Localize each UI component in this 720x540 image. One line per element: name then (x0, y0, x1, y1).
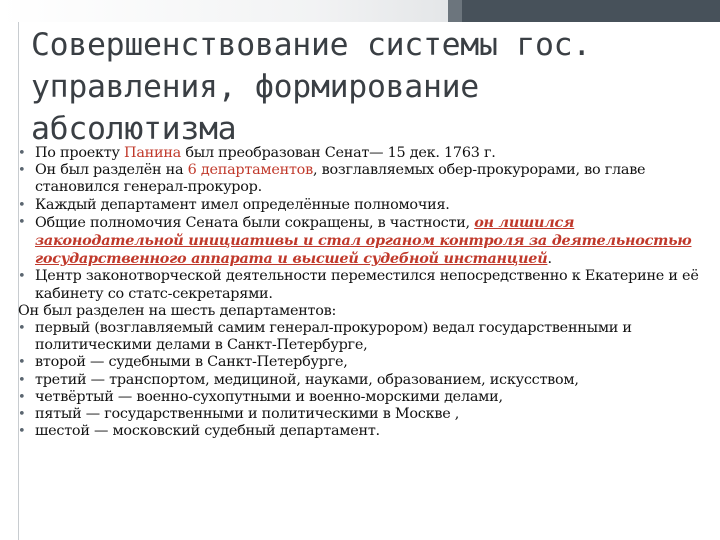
bullet-icon: • (18, 389, 26, 405)
slide-title: Совершенствование системы гос. управления, формирование абсолютизма (31, 27, 591, 147)
bullet-icon: • (18, 163, 26, 179)
bullet-icon: • (18, 214, 26, 230)
highlighted-text: он лишился законодательной инициативы и стал органом контроля за деятельностью государственного аппарата и высшей судебной инстанцией (35, 213, 692, 268)
bullet-text: Каждый департамент имел определённые полномочия. (35, 196, 450, 213)
list-item (12, 145, 708, 162)
bullet-icon: • (18, 269, 26, 285)
list-item (12, 372, 708, 389)
bullet-icon: • (18, 197, 26, 213)
list-item (12, 406, 708, 423)
bullet-icon: • (18, 372, 26, 388)
bullet-icon: • (18, 407, 26, 423)
bullet-text: Он был разделён на (35, 162, 188, 179)
slide-body (12, 145, 708, 440)
departments-intro: Он был разделен на шесть департаментов: (18, 302, 337, 319)
department-text: третий — транспортом, медициной, науками, образованием, искусством, (35, 371, 579, 388)
bullet-text: был преобразован Сенат— 15 дек. 1763 г. (181, 145, 496, 161)
bullet-text: По проекту (35, 145, 125, 161)
list-item (12, 423, 708, 440)
department-text: шестой — московский судебный департамент. (35, 423, 380, 440)
list-item (12, 214, 708, 269)
department-text: первый (возглавляемый самим генерал-прокурором) ведал государственными и политическими делами в Санкт-Петербурге, (35, 320, 632, 354)
list-item (12, 389, 708, 406)
departments-list (12, 320, 708, 440)
bullet-icon: • (18, 146, 26, 161)
list-item (12, 162, 708, 196)
senate-reform-list (12, 145, 708, 303)
list-item (12, 268, 708, 302)
bullet-text: Общие полномочия Сената были сокращены, в частности, (35, 214, 475, 231)
department-text: четвёртый — военно-сухопутными и военно-морскими делами, (35, 388, 503, 405)
top-dark-bar (462, 0, 720, 22)
bullet-icon: • (18, 321, 26, 337)
top-bar-accent (448, 0, 462, 22)
bullet-text: , возглавляемых обер-прокурорами, во главе становился генерал-прокурор. (35, 162, 646, 196)
bullet-text: Центр законотворческой деятельности переместился непосредственно к Екатерине и её кабинету со статс-секретарями. (35, 268, 699, 302)
bullet-text: . (547, 251, 552, 268)
list-item (12, 354, 708, 371)
department-text: пятый — государственными и политическими в Москве , (35, 406, 460, 423)
list-item (12, 197, 708, 214)
list-item (12, 320, 708, 354)
highlighted-text: Панина (124, 145, 182, 161)
bullet-icon: • (18, 424, 26, 440)
bullet-icon: • (18, 355, 26, 371)
department-text: второй — судебными в Санкт-Петербурге, (35, 354, 348, 371)
highlighted-text: 6 департаментов (187, 162, 313, 179)
top-gradient-bar (0, 0, 448, 22)
